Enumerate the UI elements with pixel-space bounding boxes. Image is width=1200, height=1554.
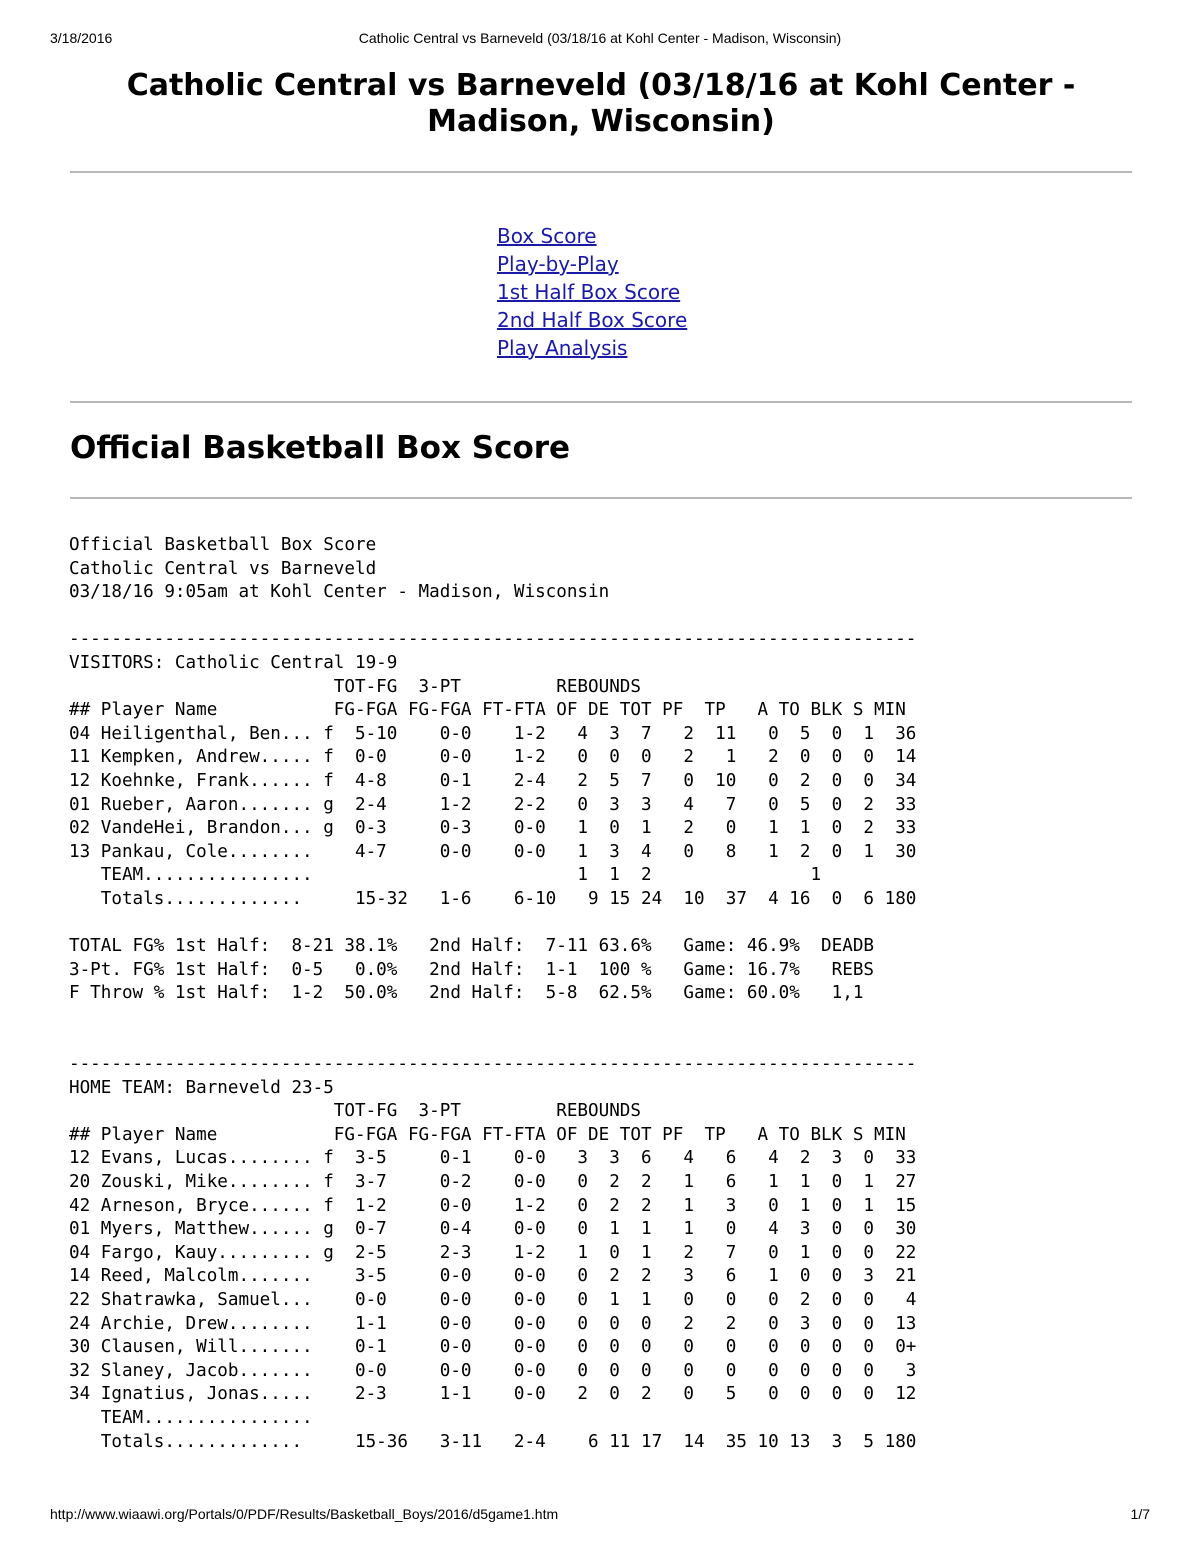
box-score-line: 12 Evans, Lucas........ f 3-5 0-1 0-0 3 3 6 4 6 4 2 3 0 33 [69,1148,917,1169]
play-by-play-link[interactable]: Play-by-Play [497,252,619,276]
box-score-line: ## Player Name FG-FGA FG-FGA FT-FTA OF DE TOT PF TP A TO BLK S MIN [69,1124,906,1145]
box-score-line: 34 Ignatius, Jonas..... 2-3 1-1 0-0 2 0 2 0 5 0 0 0 0 12 [69,1384,917,1405]
box-score-line: -------------------------------------------------------------------------------- [69,1054,917,1075]
print-page-number: 1/7 [1130,1506,1150,1522]
box-score-line: ## Player Name FG-FGA FG-FGA FT-FTA OF DE TOT PF TP A TO BLK S MIN [69,700,906,721]
box-score-line: 20 Zouski, Mike........ f 3-7 0-2 0-0 0 2 2 1 6 1 1 0 1 27 [69,1172,917,1193]
box-score-line: HOME TEAM: Barneveld 23-5 [69,1077,334,1098]
section-title: Official Basketball Box Score [70,430,571,466]
box-score-link[interactable]: Box Score [497,224,597,248]
box-score-line: 04 Heiligenthal, Ben... f 5-10 0-0 1-2 4 3 7 2 11 0 5 0 1 36 [69,723,917,744]
page-title: Catholic Central vs Barneveld (03/18/16 at Kohl Center - Madison, Wisconsin) [126,68,1076,139]
box-score-line: Catholic Central vs Barneveld [69,558,377,579]
divider [70,401,1132,403]
box-score-line: 3-Pt. FG% 1st Half: 0-5 0.0% 2nd Half: 1-1 100 % Game: 16.7% REBS [69,959,875,980]
box-score-line: 12 Koehnke, Frank...... f 4-8 0-1 2-4 2 5 7 0 10 0 2 0 0 34 [69,770,917,791]
print-footer-url: http://www.wiaawi.org/Portals/0/PDF/Results/Basketball_Boys/2016/d5game1.htm [50,1506,559,1522]
box-score-line: Totals............. 15-36 3-11 2-4 6 11 17 14 35 10 13 3 5 180 [69,1431,917,1452]
box-score-line: 22 Shatrawka, Samuel... 0-0 0-0 0-0 0 1 1 0 0 0 2 0 0 4 [69,1290,917,1310]
box-score-line: TOT-FG 3-PT REBOUNDS [69,1101,641,1122]
box-score-line: 24 Archie, Drew........ 1-1 0-0 0-0 0 0 0 2 2 0 3 0 0 13 [69,1313,917,1334]
box-score-line: 02 VandeHei, Brandon... g 0-3 0-3 0-0 1 0 1 2 0 1 1 0 2 33 [69,818,917,839]
box-score-line [69,1006,916,1030]
second-half-box-score-link[interactable]: 2nd Half Box Score [497,308,688,332]
box-score-line [69,605,916,629]
box-score-line [69,1029,916,1053]
box-score-line: Totals............. 15-32 1-6 6-10 9 15 24 10 37 4 16 0 6 180 [69,888,917,909]
box-score-line [69,912,916,936]
box-score-line: 04 Fargo, Kauy......... g 2-5 2-3 1-2 1 0 1 2 7 0 1 0 0 22 [69,1242,917,1263]
box-score-line: TEAM................ 1 1 2 1 [69,865,822,886]
box-score-line: F Throw % 1st Half: 1-2 50.0% 2nd Half: 5-8 62.5% Game: 60.0% 1,1 [69,983,864,1004]
print-date: 3/18/2016 [50,30,113,46]
box-score-line: 11 Kempken, Andrew..... f 0-0 0-0 1-2 0 0 0 2 1 2 0 0 0 14 [69,747,917,768]
divider [70,497,1132,499]
box-score-line: 42 Arneson, Bryce...... f 1-2 0-0 1-2 0 2 2 1 3 0 1 0 1 15 [69,1195,917,1216]
box-score-line: -------------------------------------------------------------------------------- [69,629,917,650]
box-score-line: Official Basketball Box Score [69,535,377,555]
box-score-line: VISITORS: Catholic Central 19-9 [69,652,398,673]
print-header-title: Catholic Central vs Barneveld (03/18/16 at Kohl Center - Madison, Wisconsin) [358,30,842,46]
divider [70,171,1132,173]
box-score-line: 30 Clausen, Will....... 0-1 0-0 0-0 0 0 0 0 0 0 0 0 0 0+ [69,1337,917,1358]
box-score-line: 13 Pankau, Cole........ 4-7 0-0 0-0 1 3 4 0 8 1 2 0 1 30 [69,841,917,862]
box-score-text [69,534,916,1454]
box-score-line: TEAM................ [69,1407,313,1428]
play-analysis-link[interactable]: Play Analysis [497,336,628,360]
box-score-line: TOT-FG 3-PT REBOUNDS [69,676,641,697]
box-score-line: 01 Rueber, Aaron....... g 2-4 1-2 2-2 0 3 3 4 7 0 5 0 2 33 [69,794,917,815]
box-score-line: 32 Slaney, Jacob....... 0-0 0-0 0-0 0 0 0 0 0 0 0 0 0 3 [69,1360,917,1381]
box-score-line: 03/18/16 9:05am at Kohl Center - Madison, Wisconsin [69,582,610,603]
box-score-line: 14 Reed, Malcolm....... 3-5 0-0 0-0 0 2 2 3 6 1 0 0 3 21 [69,1266,917,1287]
box-score-line: TOTAL FG% 1st Half: 8-21 38.1% 2nd Half: 7-11 63.6% Game: 46.9% DEADB [69,936,875,957]
first-half-box-score-link[interactable]: 1st Half Box Score [497,280,681,304]
report-nav [497,222,687,362]
box-score-line: 01 Myers, Matthew...... g 0-7 0-4 0-0 0 1 1 1 0 4 3 0 0 30 [69,1219,917,1240]
